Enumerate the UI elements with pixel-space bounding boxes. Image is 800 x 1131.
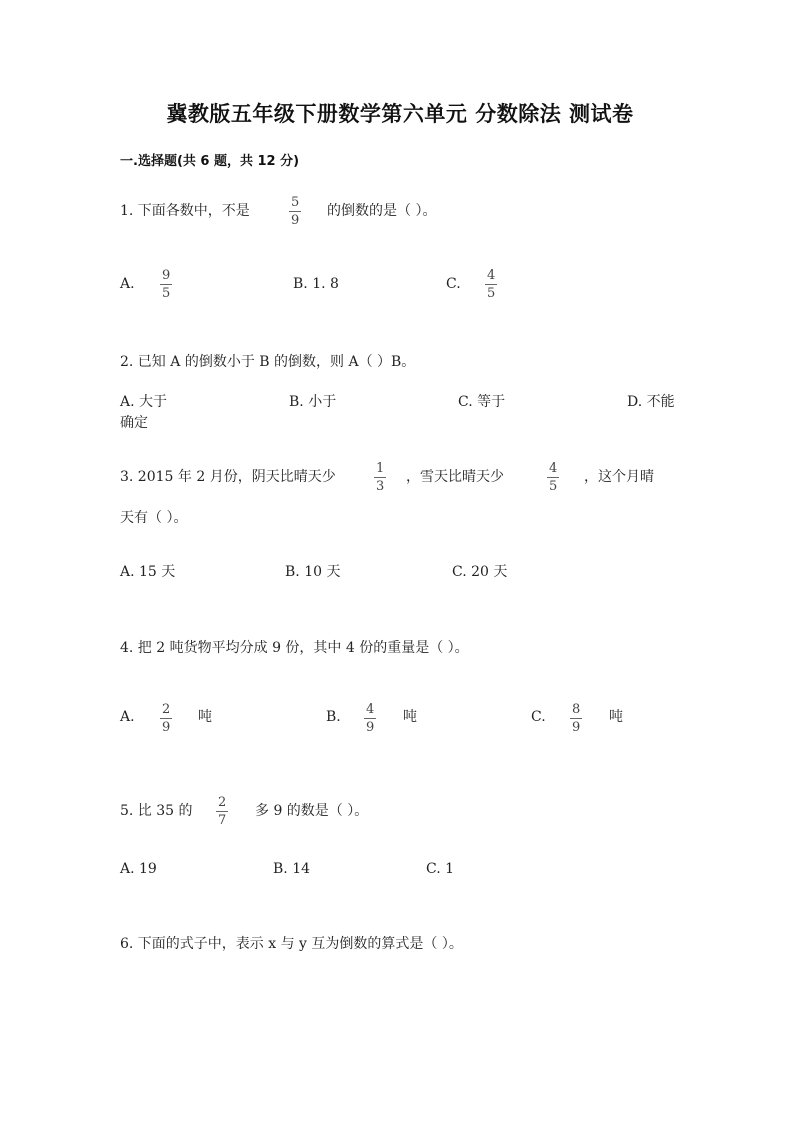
question-4-text: 4. 把 2 吨货物平均分成 9 份，其中 4 份的重量是（ ）。 [120,640,469,656]
question-5-option-c: C. 1 [426,861,455,877]
question-1-option-a-label: A. [120,276,135,292]
fraction-bar [216,811,228,812]
question-1-text-end: 的倒数的是（ ）。 [327,203,437,219]
question-1-option-c-fraction [485,268,497,301]
question-5-text-end: 多 9 的数是（ ）。 [255,803,369,819]
fraction-numerator: 2 [218,795,227,810]
fraction-bar [547,477,559,478]
section-heading: 一.选择题(共 6 题，共 12 分) [120,154,300,169]
fraction-denominator: 9 [291,213,300,228]
fraction-denominator: 7 [218,813,227,828]
question-4-option-c-unit: 吨 [609,709,623,725]
fraction-denominator: 5 [549,479,558,494]
fraction-numerator: 5 [291,195,300,210]
fraction-denominator: 3 [376,479,385,494]
question-2-option-d: D. 不能 [627,394,675,410]
question-1-option-c-label: C. [446,276,461,292]
fraction-bar [160,284,172,285]
question-6-text: 6. 下面的式子中，表示 x 与 y 互为倒数的算式是（ ）。 [120,936,463,952]
fraction-denominator: 5 [487,286,496,301]
question-1-text-start: 1. 下面各数中，不是 [120,203,250,219]
question-3-text-line-2: 天有（ ）。 [120,510,188,526]
fraction-numerator: 9 [162,268,171,283]
fraction-numerator: 4 [487,268,496,283]
fraction-numerator: 1 [376,461,385,476]
page-title: 冀教版五年级下册数学第六单元 分数除法 测试卷 [166,102,634,126]
question-1-option-b: B. 1. 8 [293,276,339,292]
question-5-option-a: A. 19 [120,861,157,877]
question-4-option-b-unit: 吨 [403,709,417,725]
question-3-text-end: ，这个月晴 [584,469,654,485]
question-4-option-a-unit: 吨 [198,709,212,725]
question-5-fraction [216,795,228,828]
question-4-option-a-fraction [160,702,172,735]
question-4-option-c-label: C. [531,709,546,725]
fraction-bar [374,477,386,478]
fraction-bar [364,718,376,719]
question-3-fraction-2 [547,461,559,494]
question-3-option-c: C. 20 天 [452,564,508,580]
question-2-option-b: B. 小于 [289,394,337,410]
question-4-option-b-label: B. [326,709,341,725]
fraction-numerator: 8 [572,702,581,717]
question-5-option-b: B. 14 [273,861,311,877]
question-3-option-b: B. 10 天 [285,564,341,580]
question-1-option-a-fraction [160,268,172,301]
question-2-option-a: A. 大于 [120,394,168,410]
fraction-bar [485,284,497,285]
fraction-denominator: 9 [162,720,171,735]
fraction-bar [570,718,582,719]
question-3-text-middle: ，雪天比晴天少 [406,469,504,485]
question-2-option-c: C. 等于 [458,394,506,410]
question-1-fraction [289,195,301,228]
question-4-option-a-label: A. [120,709,135,725]
question-3-option-a: A. 15 天 [120,564,176,580]
fraction-denominator: 5 [162,286,171,301]
fraction-numerator: 2 [162,702,171,717]
question-3-text-start: 3. 2015 年 2 月份，阴天比晴天少 [120,469,336,485]
question-5-text-start: 5. 比 35 的 [120,803,193,819]
fraction-denominator: 9 [572,720,581,735]
question-2-option-d-continued: 确定 [120,415,148,431]
fraction-bar [160,718,172,719]
fraction-numerator: 4 [366,702,375,717]
fraction-denominator: 9 [366,720,375,735]
question-4-option-b-fraction [364,702,376,735]
fraction-numerator: 4 [549,461,558,476]
fraction-bar [289,211,301,212]
question-2-text: 2. 已知 A 的倒数小于 B 的倒数，则 A（ ）B。 [120,354,416,370]
question-3-fraction-1 [374,461,386,494]
question-4-option-c-fraction [570,702,582,735]
